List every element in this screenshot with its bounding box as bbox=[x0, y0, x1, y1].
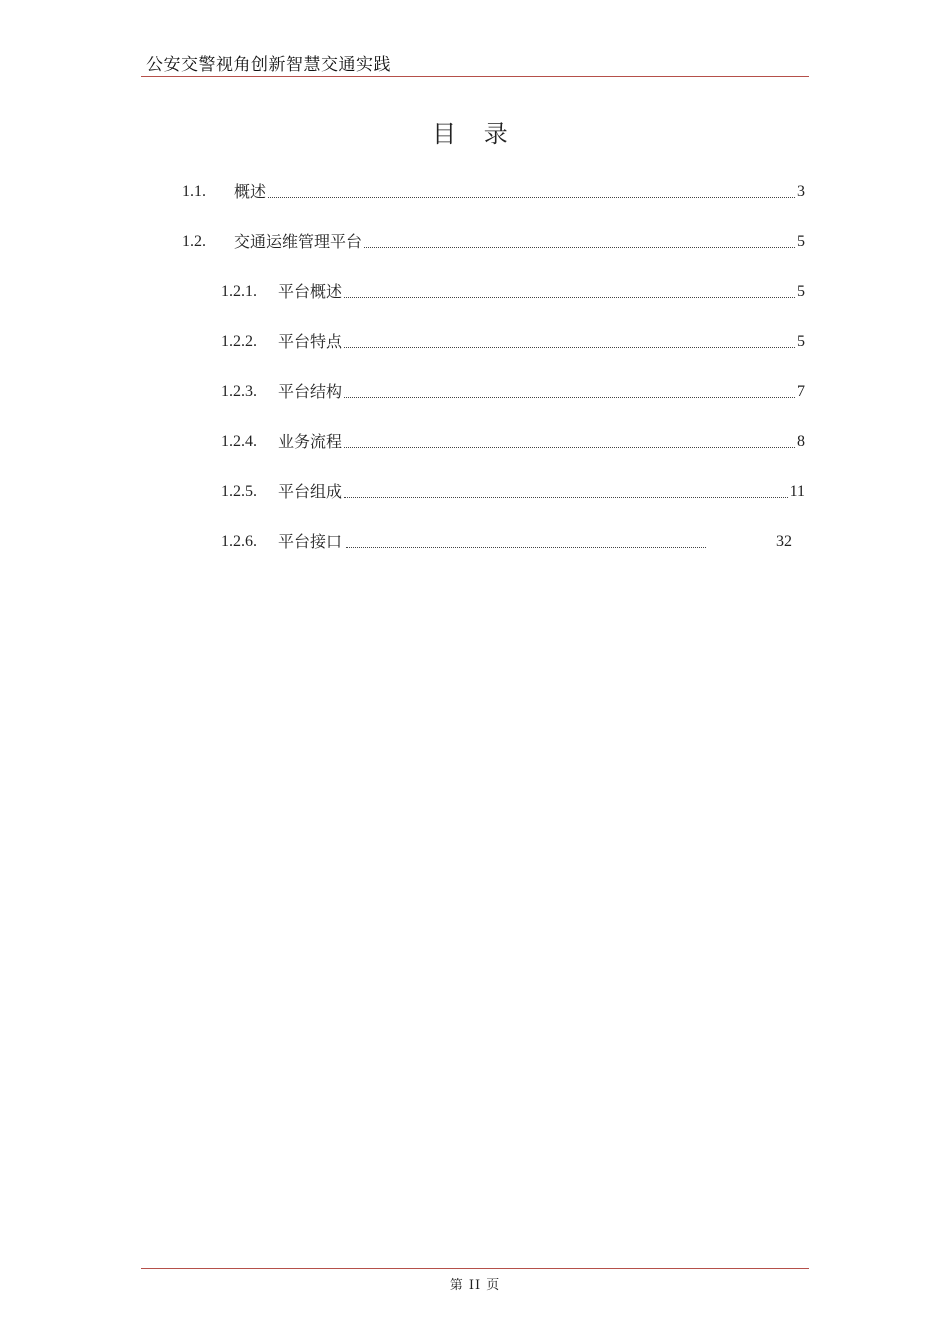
toc-entry-1-2-3[interactable] bbox=[221, 378, 805, 402]
toc-entry-1-2-1[interactable] bbox=[221, 278, 805, 302]
toc-entry-number: 1.2.1. bbox=[221, 283, 257, 300]
toc-entry-title: 概述 bbox=[234, 182, 267, 201]
toc-dot-leader bbox=[344, 397, 795, 398]
toc-entry-page: 32 bbox=[776, 533, 793, 550]
toc-entry-number: 1.2. bbox=[182, 233, 206, 250]
toc-dot-leader bbox=[344, 297, 795, 298]
toc-dot-leader bbox=[364, 247, 795, 248]
toc-dot-leader bbox=[344, 347, 795, 348]
toc-entry-page: 5 bbox=[797, 333, 805, 350]
toc-entry-page: 3 bbox=[797, 183, 805, 200]
header-divider bbox=[141, 76, 809, 77]
toc-entry-title: 平台结构 bbox=[278, 382, 343, 401]
toc-entry-1-2[interactable] bbox=[182, 228, 805, 252]
toc-dot-leader bbox=[268, 197, 795, 198]
toc-entry-page: 7 bbox=[797, 383, 805, 400]
toc-dot-leader bbox=[344, 447, 795, 448]
toc-entry-1-2-4[interactable] bbox=[221, 428, 805, 452]
toc-entry-number: 1.2.2. bbox=[221, 333, 257, 350]
toc-entry-page: 11 bbox=[789, 483, 805, 500]
toc-entry-number: 1.2.4. bbox=[221, 433, 257, 450]
footer-divider bbox=[141, 1268, 809, 1269]
toc-entry-title: 平台特点 bbox=[278, 332, 343, 351]
toc-title: 目 录 bbox=[432, 120, 518, 148]
toc-entry-page: 5 bbox=[797, 283, 805, 300]
toc-entry-page: 8 bbox=[797, 433, 805, 450]
toc-entry-title: 平台接口 bbox=[278, 532, 343, 551]
toc-entry-1-2-5[interactable] bbox=[221, 478, 805, 502]
toc-entry-number: 1.2.6. bbox=[221, 533, 257, 550]
toc-entry-title: 交通运维管理平台 bbox=[234, 232, 363, 251]
toc-dot-leader bbox=[344, 497, 788, 498]
footer-page-number: 第 II 页 bbox=[449, 1278, 501, 1293]
toc-entry-number: 1.1. bbox=[182, 183, 206, 200]
toc-entry-1-2-6[interactable] bbox=[221, 528, 805, 552]
toc-entry-title: 平台概述 bbox=[278, 282, 343, 301]
toc-entry-number: 1.2.3. bbox=[221, 383, 257, 400]
toc-entry-title: 平台组成 bbox=[278, 482, 343, 501]
toc-entry-1-1[interactable] bbox=[182, 178, 805, 202]
toc-entry-title: 业务流程 bbox=[278, 432, 343, 451]
toc-entry-1-2-2[interactable] bbox=[221, 328, 805, 352]
toc-entry-number: 1.2.5. bbox=[221, 483, 257, 500]
toc-entry-page: 5 bbox=[797, 233, 805, 250]
running-header-title: 公安交警视角创新智慧交通实践 bbox=[146, 55, 391, 75]
toc-dot-leader bbox=[346, 547, 706, 548]
